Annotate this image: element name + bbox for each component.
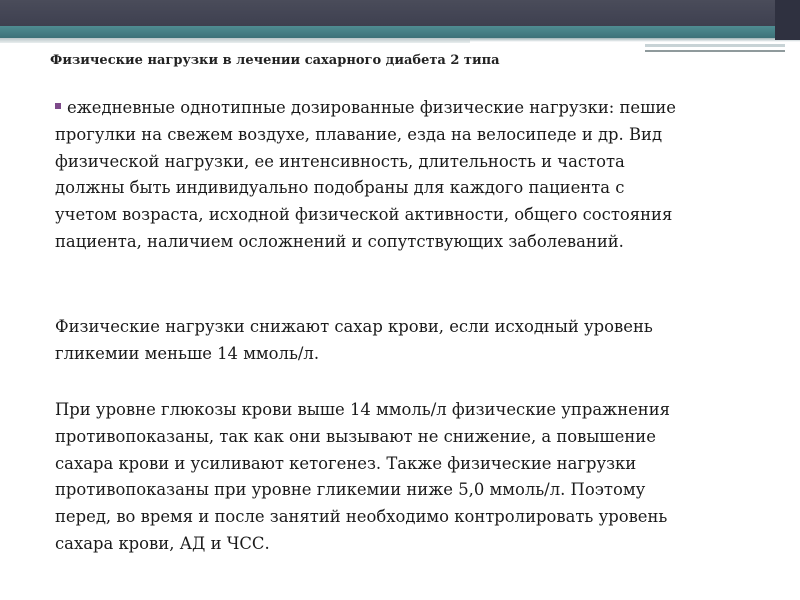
square-bullet-icon [55,103,61,109]
paragraph-line: противопоказаны при уровне гликемии ниже 5,0 ммоль/л. Поэтому [55,480,646,500]
bullet-line: физической нагрузки, ее интенсивность, длительность и частота [55,151,625,171]
header-light-strip [0,38,470,43]
paragraph-line: гликемии меньше 14 ммоль/л. [55,343,320,363]
header-band [0,0,800,26]
bullet-paragraph [55,95,755,256]
paragraph-line: перед, во время и после занятий необходимо контролировать уровень [55,507,668,527]
bullet-line: должны быть индивидуально подобраны для каждого пациента с [55,178,625,198]
paragraph-contraindications [55,397,755,558]
bullet-line: учетом возраста, исходной физической активности, общего состояния [55,205,673,225]
slide-title: Физические нагрузки в лечении сахарного диабета 2 типа [50,53,500,68]
decorative-rule [645,44,785,47]
paragraph-line: сахара крови и усиливают кетогенез. Также физические нагрузки [55,453,637,473]
paragraph-line: Физические нагрузки снижают сахар крови, если исходный уровень [55,317,653,336]
header-accent-band [0,26,800,38]
decorative-rule-dark [645,50,785,52]
paragraph-line: противопоказаны, так как они вызывают не снижение, а повышение [55,426,656,446]
bullet-line: ежедневные однотипные дозированные физические нагрузки: пешие [55,95,755,122]
paragraph-line: При уровне глюкозы крови выше 14 ммоль/л физические упражнения [55,400,671,419]
bullet-line: прогулки на свежем воздухе, плавание, езда на велосипеде и др. Вид [55,124,663,144]
paragraph-line: сахара крови, АД и ЧСС. [55,533,270,553]
bullet-line: пациента, наличием осложнений и сопутствующих заболеваний. [55,231,624,251]
header-corner-block [775,0,800,40]
paragraph-glycemia-lowering [55,314,755,368]
